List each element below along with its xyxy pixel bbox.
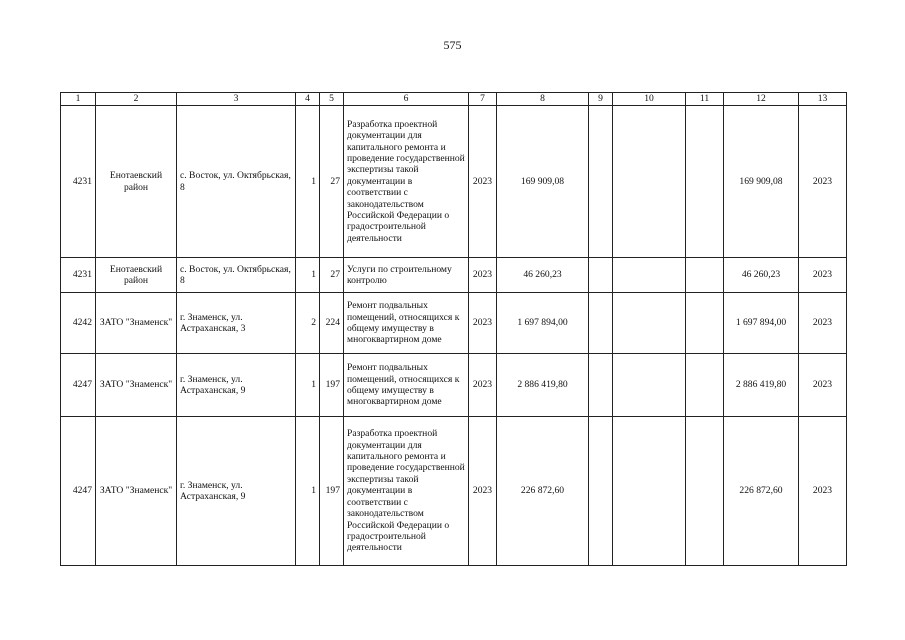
col10-cell [613, 293, 686, 354]
end-year-cell: 2023 [799, 293, 847, 354]
district-cell: ЗАТО "Знаменск" [96, 354, 177, 417]
col9-cell [589, 106, 613, 258]
column-header: 8 [497, 93, 589, 106]
amount-cell: 2 886 419,80 [497, 354, 589, 417]
amount-cell: 46 260,23 [497, 258, 589, 293]
column-header: 1 [61, 93, 96, 106]
year-cell: 2023 [469, 106, 497, 258]
col10-cell [613, 417, 686, 566]
col11-cell [686, 106, 724, 258]
column-header: 3 [177, 93, 296, 106]
column-header: 2 [96, 93, 177, 106]
col5-cell: 197 [320, 417, 344, 566]
work-type-cell: Ремонт подвальных помещений, относящихся к общему имуществу в многоквартирном доме [344, 293, 469, 354]
district-cell: Енотаевский район [96, 106, 177, 258]
table-row [61, 293, 847, 354]
page-number: 575 [443, 38, 462, 52]
year-cell: 2023 [469, 293, 497, 354]
column-header: 7 [469, 93, 497, 106]
col5-cell: 27 [320, 258, 344, 293]
year-cell: 2023 [469, 417, 497, 566]
year-cell: 2023 [469, 258, 497, 293]
object-id-cell: 4247 [61, 354, 96, 417]
col11-cell [686, 354, 724, 417]
object-id-cell: 4242 [61, 293, 96, 354]
column-header: 11 [686, 93, 724, 106]
work-type-cell: Разработка проектной документации для капитального ремонта и проведение государственной экспертизы такой документации в соответствии с законодательством Российской Федерации о градостроительной деятельности [344, 417, 469, 566]
total-cell: 1 697 894,00 [724, 293, 799, 354]
object-id-cell: 4231 [61, 106, 96, 258]
amount-cell: 226 872,60 [497, 417, 589, 566]
address-cell: с. Восток, ул. Октябрьская, 8 [177, 258, 296, 293]
total-cell: 46 260,23 [724, 258, 799, 293]
work-type-cell: Разработка проектной документации для капитального ремонта и проведение государственной экспертизы такой документации в соответствии с законодательством Российской Федерации о градостроительной деятельности [344, 106, 469, 258]
end-year-cell: 2023 [799, 258, 847, 293]
col11-cell [686, 293, 724, 354]
work-type-cell: Услуги по строительному контролю [344, 258, 469, 293]
column-header: 9 [589, 93, 613, 106]
col9-cell [589, 354, 613, 417]
col5-cell: 27 [320, 106, 344, 258]
address-cell: г. Знаменск, ул. Астраханская, 9 [177, 417, 296, 566]
column-header: 5 [320, 93, 344, 106]
total-cell: 226 872,60 [724, 417, 799, 566]
column-header: 4 [296, 93, 320, 106]
col10-cell [613, 354, 686, 417]
col5-cell: 224 [320, 293, 344, 354]
table-row [61, 417, 847, 566]
end-year-cell: 2023 [799, 106, 847, 258]
end-year-cell: 2023 [799, 417, 847, 566]
total-cell: 2 886 419,80 [724, 354, 799, 417]
col10-cell [613, 106, 686, 258]
col11-cell [686, 417, 724, 566]
address-cell: г. Знаменск, ул. Астраханская, 9 [177, 354, 296, 417]
object-id-cell: 4247 [61, 417, 96, 566]
repair-program-table [60, 92, 847, 566]
column-number-header-row [61, 93, 847, 106]
district-cell: Енотаевский район [96, 258, 177, 293]
table-row [61, 354, 847, 417]
year-cell: 2023 [469, 354, 497, 417]
col4-cell: 1 [296, 417, 320, 566]
column-header: 6 [344, 93, 469, 106]
col4-cell: 1 [296, 258, 320, 293]
object-id-cell: 4231 [61, 258, 96, 293]
table-row [61, 106, 847, 258]
column-header: 13 [799, 93, 847, 106]
total-cell: 169 909,08 [724, 106, 799, 258]
work-type-cell: Ремонт подвальных помещений, относящихся к общему имуществу в многоквартирном доме [344, 354, 469, 417]
col9-cell [589, 258, 613, 293]
amount-cell: 169 909,08 [497, 106, 589, 258]
col11-cell [686, 258, 724, 293]
column-header: 10 [613, 93, 686, 106]
amount-cell: 1 697 894,00 [497, 293, 589, 354]
col4-cell: 1 [296, 354, 320, 417]
table-row [61, 258, 847, 293]
col10-cell [613, 258, 686, 293]
col5-cell: 197 [320, 354, 344, 417]
district-cell: ЗАТО "Знаменск" [96, 293, 177, 354]
col4-cell: 2 [296, 293, 320, 354]
col9-cell [589, 293, 613, 354]
col4-cell: 1 [296, 106, 320, 258]
address-cell: г. Знаменск, ул. Астраханская, 3 [177, 293, 296, 354]
column-header: 12 [724, 93, 799, 106]
end-year-cell: 2023 [799, 354, 847, 417]
district-cell: ЗАТО "Знаменск" [96, 417, 177, 566]
address-cell: с. Восток, ул. Октябрьская, 8 [177, 106, 296, 258]
col9-cell [589, 417, 613, 566]
